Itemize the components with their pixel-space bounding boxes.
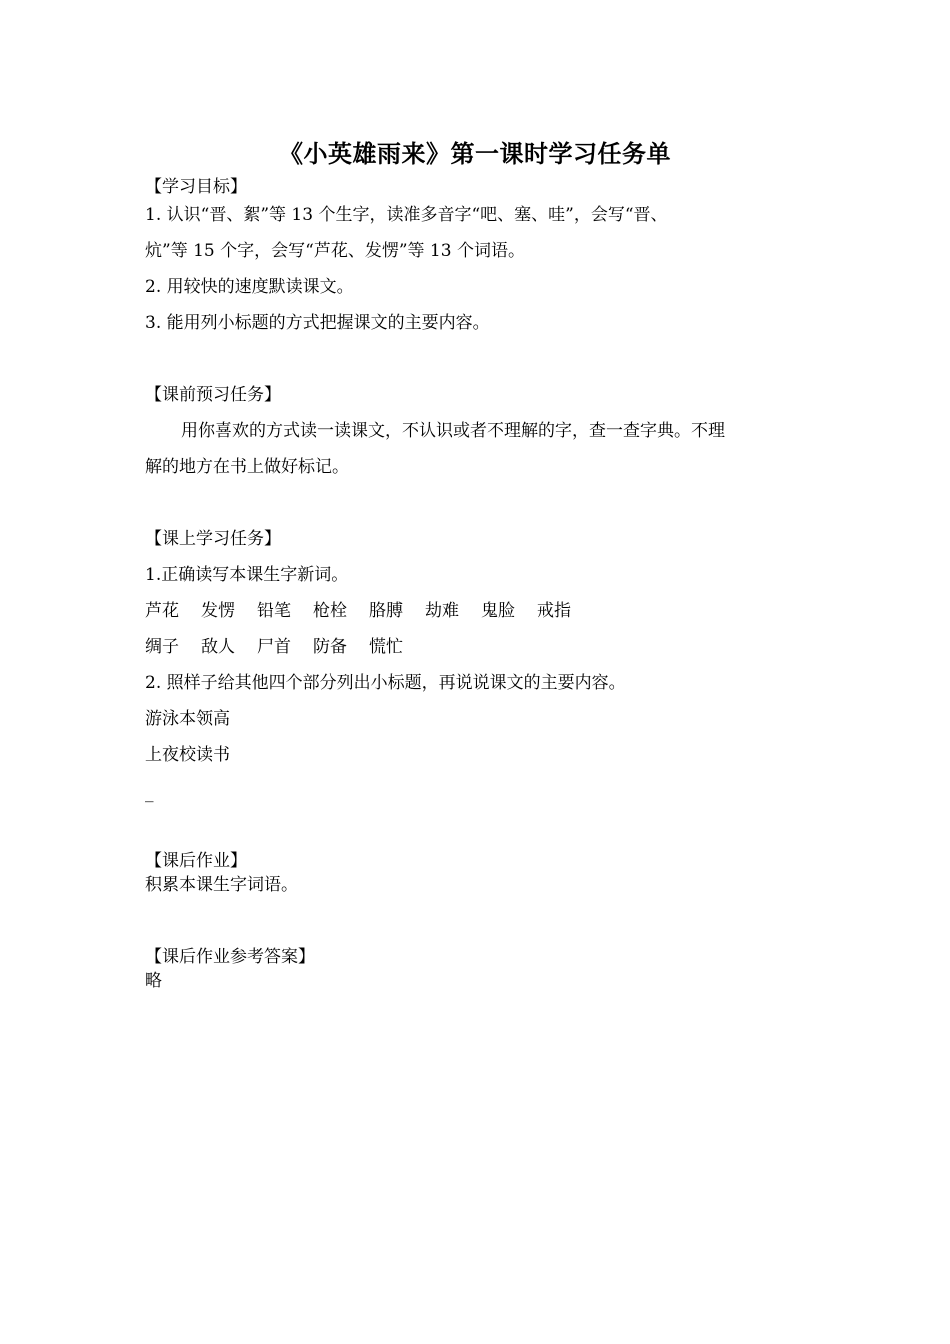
page-title: 《小英雄雨来》第一课时学习任务单 xyxy=(279,139,671,168)
word-item: 慌忙 xyxy=(369,637,403,657)
word-item: 鬼脸 xyxy=(481,601,515,621)
word-item: 芦花 xyxy=(145,601,179,621)
subtitle-example-1: 游泳本领高 xyxy=(145,709,230,729)
answers-content: 略 xyxy=(145,971,162,991)
objective-1-line-2: 炕”等 15 个字，会写“芦花、发愣”等 13 个词语。 xyxy=(145,241,525,261)
objective-2: 2. 用较快的速度默读课文。 xyxy=(145,277,354,297)
word-item: 胳膊 xyxy=(369,601,403,621)
preview-line-1: 用你喜欢的方式读一读课文，不认识或者不理解的字，查一查字典。不理 xyxy=(181,421,725,441)
class-task-1: 1.正确读写本课生字新词。 xyxy=(145,565,349,585)
word-item: 戒指 xyxy=(537,601,571,621)
word-item: 发愣 xyxy=(201,601,235,621)
class-task-2: 2. 照样子给其他四个部分列出小标题，再说说课文的主要内容。 xyxy=(145,673,626,693)
class-tasks-heading: 【课上学习任务】 xyxy=(145,529,281,549)
word-item: 防备 xyxy=(313,637,347,657)
word-item: 铅笔 xyxy=(257,601,291,621)
answer-blank: _ xyxy=(145,783,154,803)
objective-1-line-1: 1. 认识“晋、絮”等 13 个生字，读准多音字“吧、塞、哇”，会写“晋、 xyxy=(145,205,668,225)
preview-heading: 【课前预习任务】 xyxy=(145,385,281,405)
homework-content: 积累本课生字词语。 xyxy=(145,875,298,895)
subtitle-example-2: 上夜校读书 xyxy=(145,745,230,765)
word-list-row-2 xyxy=(145,636,425,658)
word-item: 尸首 xyxy=(257,637,291,657)
objective-3: 3. 能用列小标题的方式把握课文的主要内容。 xyxy=(145,313,490,333)
word-item: 敌人 xyxy=(201,637,235,657)
homework-heading: 【课后作业】 xyxy=(145,851,247,871)
answers-heading: 【课后作业参考答案】 xyxy=(145,947,315,967)
word-list-row-1 xyxy=(145,600,593,622)
preview-line-2: 解的地方在书上做好标记。 xyxy=(145,457,349,477)
word-item: 劫难 xyxy=(425,601,459,621)
word-item: 绸子 xyxy=(145,637,179,657)
word-item: 枪栓 xyxy=(313,601,347,621)
objectives-heading: 【学习目标】 xyxy=(145,177,247,197)
